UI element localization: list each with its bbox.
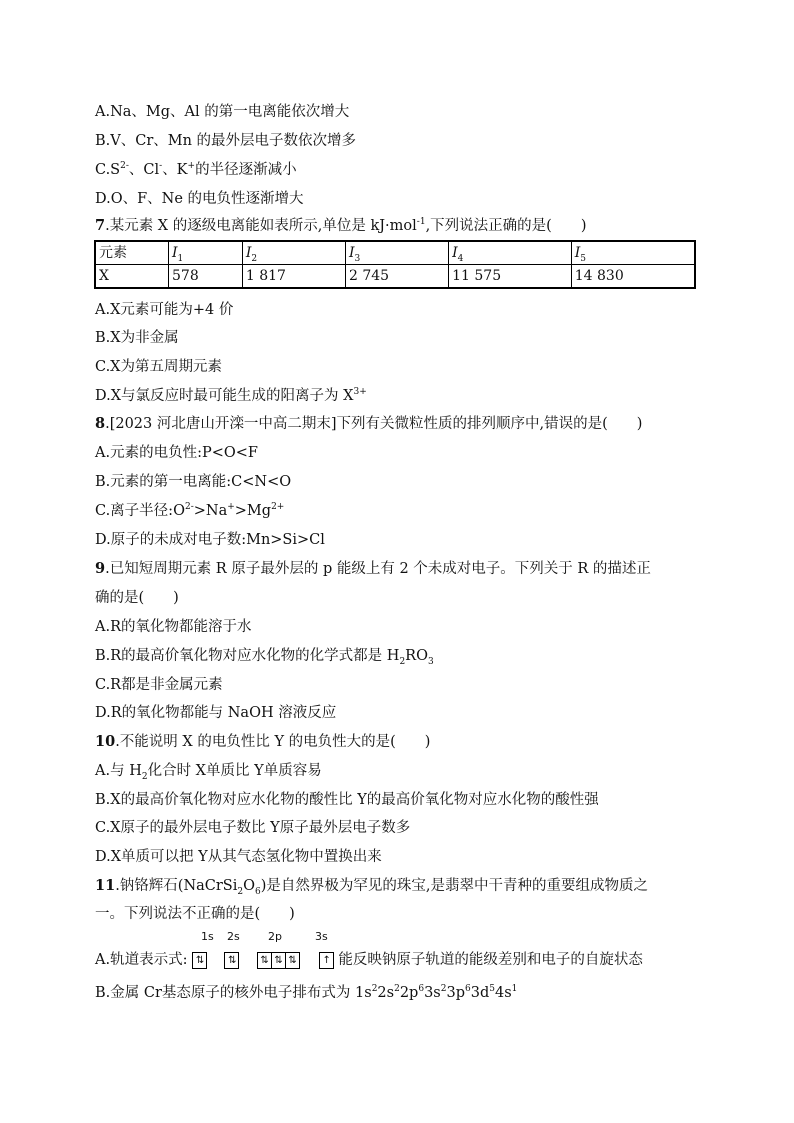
q9-option-b: B.R的最高价氧化物对应水化物的化学式都是 $H_2RO_3$	[95, 648, 434, 667]
q9-option-c: C.R都是非金属元素	[95, 677, 223, 693]
q6-option-b: B.V、Cr、Mn 的最外层电子数依次增多	[95, 133, 357, 149]
q8-option-d: D.原子的未成对电子数:Mn>Si>Cl	[95, 532, 325, 548]
q8-option-c: C.离子半径$:O^{2-}>Na^+>Mg^{2+}$	[95, 502, 285, 519]
orbital-label-2p: 2p	[268, 930, 282, 943]
q7-option-a: A.X元素可能为+4 价	[95, 302, 234, 318]
q8-option-a: A.元素的电负性:P<O<F	[95, 445, 258, 461]
orbital-box-2p: ⇅	[272, 952, 286, 969]
q6-option-a: A.Na、Mg、Al 的第一电离能依次增大	[95, 104, 350, 120]
q11-stem-line1: 11.钠铬辉石$(NaCrSi_2O_6)$是自然界极为罕见的珠宝,是翡翠中干青种的重要组成物质之	[95, 877, 649, 897]
table-header-i4: $I_4$	[449, 241, 572, 265]
q10-option-b: B.X的最高价氧化物对应水化物的酸性比 Y的最高价氧化物对应水化物的酸性强	[95, 792, 599, 808]
orbital-label-1s: 1s	[201, 930, 214, 943]
table-cell: 1 817	[242, 265, 345, 289]
table-cell: X	[95, 265, 169, 289]
option-a-text: 能反映钠原子轨道的能级差别和电子的自旋状态	[338, 952, 643, 968]
orbital-box-3s: ↑	[319, 952, 334, 969]
q6-option-c: $C.S^{2-}$、Cl-、K+的半径逐渐减小	[95, 161, 297, 178]
q9-option-a: A.R的氧化物都能溶于水	[95, 619, 252, 635]
q10-stem: 10.不能说明 X 的电负性比 Y 的电负性大的是( )	[95, 733, 431, 750]
orbital-box-1s: ⇅	[192, 952, 207, 969]
table-cell: 578	[169, 265, 243, 289]
q9-option-d: D.R的氧化物都能与 NaOH 溶液反应	[95, 705, 337, 721]
q7-option-d: D.X与氯反应时最可能生成的阳离子为 $X^{3+}$	[95, 387, 367, 404]
table-header-i1: $I_1$	[169, 241, 243, 265]
orbital-label-3s: 3s	[315, 930, 328, 943]
orbital-box-2s: ⇅	[224, 952, 239, 969]
orbital-label-2s: 2s	[227, 930, 240, 943]
orbital-box-2p: ⇅	[257, 952, 272, 969]
orbital-box-2p: ⇅	[286, 952, 300, 969]
q10-option-d: D.X单质可以把 Y从其气态氢化物中置换出来	[95, 849, 382, 865]
q9-stem-line2: 确的是( )	[95, 590, 179, 606]
table-header-i3: $I_3$	[345, 241, 448, 265]
ionization-energy-table	[94, 240, 696, 289]
q6-option-d: D.O、F、Ne 的电负性逐渐增大	[95, 191, 304, 207]
table-header-element: 元素	[95, 241, 169, 265]
q10-option-a: A.与 $H_2$化合时 X单质比 Y单质容易	[95, 763, 322, 782]
table-header-row	[95, 241, 695, 265]
option-a-prefix: A.轨道表示式:	[95, 952, 188, 968]
q8-option-b: B.元素的第一电离能:C<N<O	[95, 474, 292, 490]
table-cell: 14 830	[571, 265, 695, 289]
table-cell: 11 575	[449, 265, 572, 289]
q11-option-a	[95, 948, 643, 972]
q8-stem: 8.[2023 河北唐山开滦一中高二期末]下列有关微粒性质的排列顺序中,错误的是( )	[95, 415, 643, 432]
table-header-i5: $I_5$	[571, 241, 695, 265]
q11-stem-line2: 一。下列说法不正确的是( )	[95, 906, 295, 922]
q10-option-c: C.X原子的最外层电子数比 Y原子最外层电子数多	[95, 820, 411, 836]
table-row	[95, 265, 695, 289]
q7-option-b: B.X为非金属	[95, 330, 179, 346]
orbital-group-2p	[257, 952, 300, 969]
q7-stem: 7.某元素 X 的逐级电离能如表所示,单位是 kJ·mol$^{-1}$,下列说法正确的是( )	[95, 217, 587, 234]
table-cell: 2 745	[345, 265, 448, 289]
q7-option-c: C.X为第五周期元素	[95, 359, 223, 375]
q9-stem-line1: 9.已知短周期元素 R 原子最外层的 p 能级上有 2 个未成对电子。下列关于 R 的描述正	[95, 560, 651, 577]
q11-option-b: B.金属 Cr基态原子的核外电子排布式为 $1s^22s^22p^63s^23p^63d^54s^1$	[95, 984, 518, 1001]
table-header-i2: $I_2$	[242, 241, 345, 265]
